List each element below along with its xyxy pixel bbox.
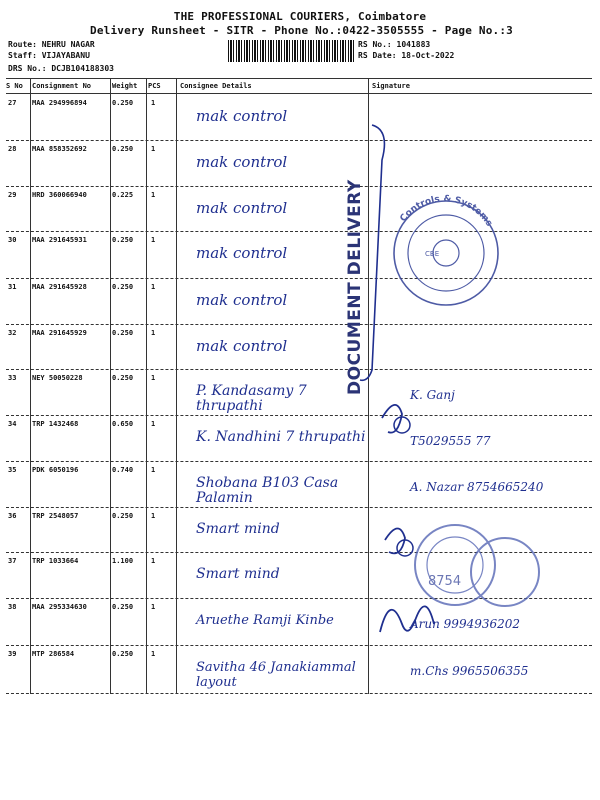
- row-pcs: 1: [151, 512, 156, 520]
- row-consignment: MAA 294996894: [32, 99, 87, 107]
- row-consignee-handwritten: Smart mind: [196, 566, 280, 582]
- row-consignee-handwritten: Smart mind: [196, 521, 280, 537]
- row-consignment: MAA 291645931: [32, 236, 87, 244]
- row-sno: 28: [8, 145, 17, 153]
- row-sno: 39: [8, 650, 17, 658]
- col-pcs: PCS: [148, 82, 161, 90]
- row-sno: 37: [8, 557, 17, 565]
- row-consignee-handwritten: mak control: [196, 199, 288, 217]
- col-consignment: Consignment No: [32, 82, 92, 90]
- row-pcs: 1: [151, 557, 156, 565]
- row-pcs: 1: [151, 145, 156, 153]
- drs-number: DRS No.: DCJB104188303: [8, 64, 114, 73]
- row-consignee-handwritten: mak control: [196, 244, 288, 262]
- delivery-round-stamp: [415, 525, 539, 606]
- row-consignment: MTP 286584: [32, 650, 75, 658]
- svg-text:Controls & Systems: Controls & Systems: [398, 194, 494, 229]
- row-pcs: 1: [151, 603, 156, 611]
- row-consignee-handwritten: mak control: [196, 153, 288, 171]
- row-consignee-handwritten: mak control: [196, 291, 288, 309]
- row-pcs: 1: [151, 236, 156, 244]
- row-sno: 29: [8, 191, 17, 199]
- company-seal: [394, 194, 498, 305]
- row-consignee-handwritten: mak control: [196, 107, 288, 125]
- row-signature-handwritten: Arun 9994936202: [410, 617, 521, 631]
- row-consignment: TRP 1033664: [32, 557, 79, 565]
- row-weight: 0.740: [112, 466, 134, 474]
- col-consignee: Consignee Details: [180, 82, 252, 90]
- rs-number: RS No.: 1041883: [358, 40, 431, 49]
- svg-text:8754: 8754: [428, 574, 462, 589]
- row-pcs: 1: [151, 329, 156, 337]
- row-sno: 30: [8, 236, 17, 244]
- row-signature-handwritten: m.Chs 9965506355: [410, 664, 529, 678]
- svg-text:CBE: CBE: [425, 250, 440, 258]
- row-weight: 0.250: [112, 329, 134, 337]
- route-label: Route: NEHRU NAGAR: [8, 40, 95, 49]
- row-weight: 0.225: [112, 191, 134, 199]
- rs-date: RS Date: 18-Oct-2022: [358, 51, 455, 60]
- row-signature-handwritten: T5029555 77: [410, 434, 491, 448]
- row-consignee-handwritten: Savitha 46 Janakiammal layout: [196, 660, 356, 690]
- row-consignment: NEY 50050228: [32, 374, 83, 382]
- row-weight: 0.250: [112, 603, 134, 611]
- row-pcs: 1: [151, 191, 156, 199]
- row-pcs: 1: [151, 420, 156, 428]
- row-weight: 0.650: [112, 420, 134, 428]
- row-weight: 0.250: [112, 145, 134, 153]
- row-consignment: MAA 291645928: [32, 283, 87, 291]
- row-consignment: TRP 2548057: [32, 512, 79, 520]
- row-weight: 0.250: [112, 283, 134, 291]
- row-weight: 0.250: [112, 99, 134, 107]
- row-pcs: 1: [151, 466, 156, 474]
- row-consignment: PDK 6050196: [32, 466, 79, 474]
- row-consignment: MAA 295334630: [32, 603, 87, 611]
- row-pcs: 1: [151, 650, 156, 658]
- col-weight: Weight: [112, 82, 138, 90]
- row-weight: 0.250: [112, 236, 134, 244]
- document-title: THE PROFESSIONAL COURIERS, Coimbatore: [173, 10, 427, 23]
- row-weight: 0.250: [112, 374, 134, 382]
- row-sno: 38: [8, 603, 17, 611]
- document-delivery-stamp: DOCUMENT DELIVERY: [345, 179, 365, 395]
- row-signature-handwritten: A. Nazar 8754665240: [410, 480, 544, 494]
- row-weight: 0.250: [112, 512, 134, 520]
- runsheet-subtitle: Delivery Runsheet - SITR - Phone No.:0422-3505555 - Page No.:3: [90, 24, 513, 37]
- row-sno: 27: [8, 99, 17, 107]
- row-consignee-handwritten: K. Nandhini 7 thrupathi: [196, 429, 366, 445]
- row-sno: 34: [8, 420, 17, 428]
- row-consignee-handwritten: Aruethe Ramji Kinbe: [196, 613, 334, 628]
- row-sno: 33: [8, 374, 17, 382]
- col-sno: S No: [6, 82, 23, 90]
- row-consignee-handwritten: P. Kandasamy 7 thrupathi: [196, 383, 307, 414]
- row-consignment: TRP 1432468: [32, 420, 79, 428]
- row-consignment: HRD 360066940: [32, 191, 87, 199]
- staff-label: Staff: VIJAYABANU: [8, 51, 90, 60]
- row-sno: 31: [8, 283, 17, 291]
- row-signature-handwritten: K. Ganj: [410, 388, 455, 402]
- row-consignee-handwritten: mak control: [196, 337, 288, 355]
- row-consignee-handwritten: Shobana B103 Casa Palamin: [196, 475, 339, 506]
- row-consignment: MAA 291645929: [32, 329, 87, 337]
- row-pcs: 1: [151, 283, 156, 291]
- row-consignment: MAA 858352692: [32, 145, 87, 153]
- row-pcs: 1: [151, 374, 156, 382]
- row-sno: 32: [8, 329, 17, 337]
- row-weight: 1.100: [112, 557, 134, 565]
- row-weight: 0.250: [112, 650, 134, 658]
- row-sno: 35: [8, 466, 17, 474]
- row-pcs: 1: [151, 99, 156, 107]
- row-sno: 36: [8, 512, 17, 520]
- col-signature: Signature: [372, 82, 410, 90]
